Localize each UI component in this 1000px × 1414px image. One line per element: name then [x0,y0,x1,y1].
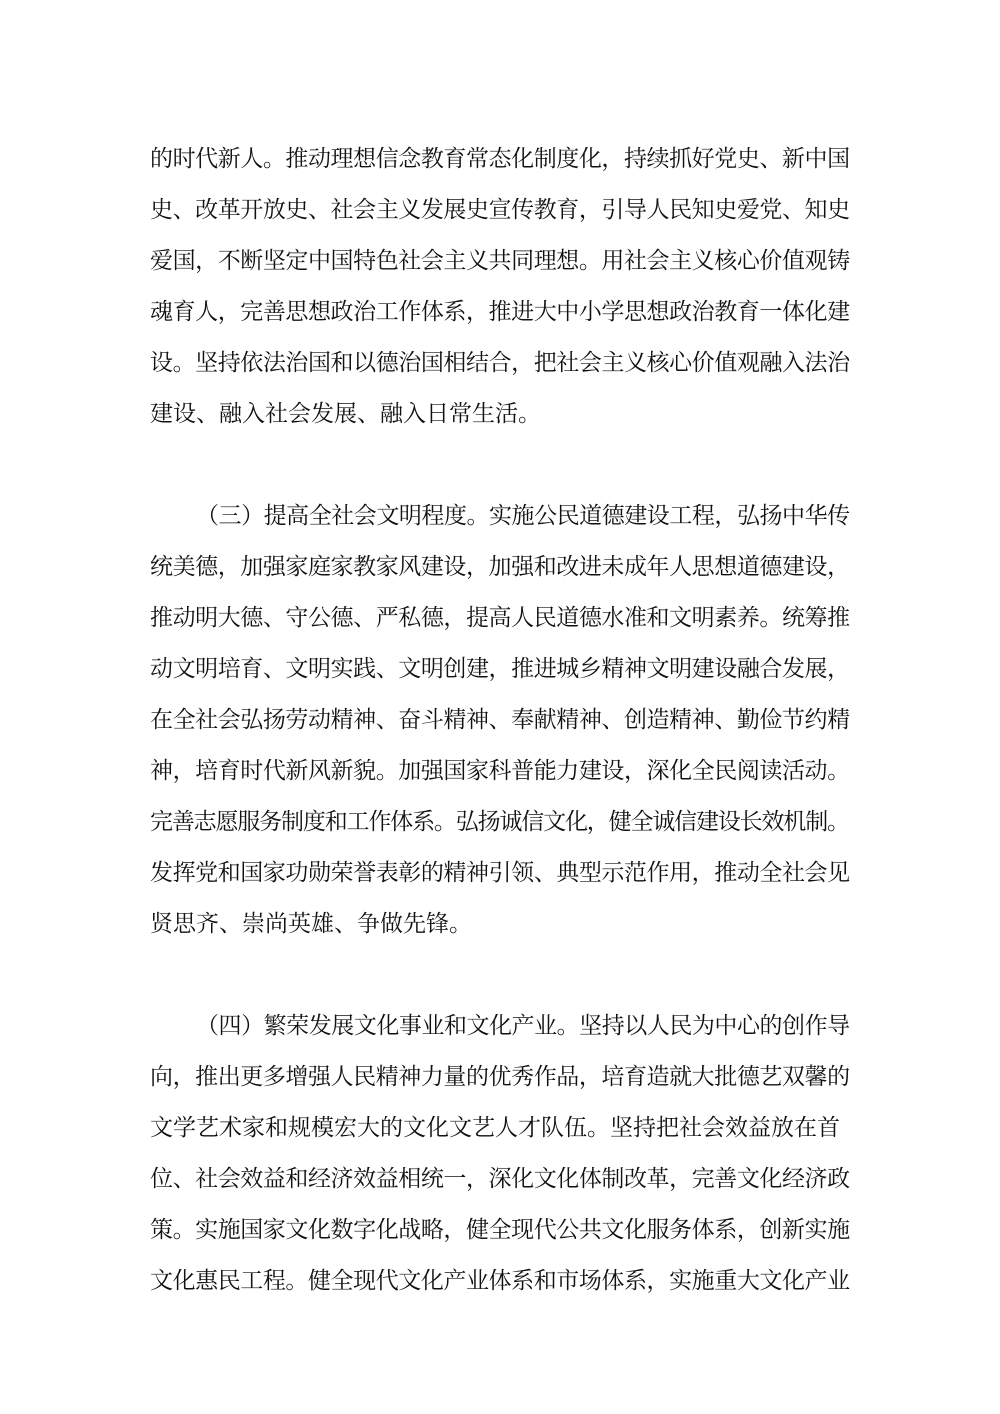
text-line: （四）繁荣发展文化事业和文化产业。坚持以人民为中心的创作导 [196,1013,850,1039]
text-line: 建设、融入社会发展、融入日常生活。 [150,401,541,427]
paragraph-section-three [150,491,850,950]
text-line: 在全社会弘扬劳动精神、奋斗精神、奉献精神、创造精神、勤俭节约精 [150,707,850,733]
text-line: 向，推出更多增强人民精神力量的优秀作品，培育造就大批德艺双馨的 [150,1064,850,1090]
text-line: 推动明大德、守公德、严私德，提高人民道德水准和文明素养。统筹推 [150,605,850,631]
text-line: 完善志愿服务制度和工作体系。弘扬诚信文化，健全诚信建设长效机制。 [150,809,849,835]
text-line: 贤思齐、崇尚英雄、争做先锋。 [150,911,472,937]
paragraph-continuation [150,134,850,440]
text-line: （三）提高全社会文明程度。实施公民道德建设工程，弘扬中华传 [196,503,850,529]
text-line: 文化惠民工程。健全现代文化产业体系和市场体系，实施重大文化产业 [150,1268,850,1294]
paragraph-section-four [150,1001,850,1307]
text-line: 位、社会效益和经济效益相统一，深化文化体制改革，完善文化经济政 [150,1166,850,1192]
document-body [150,134,850,1307]
text-line: 史、改革开放史、社会主义发展史宣传教育，引导人民知史爱党、知史 [150,197,850,223]
text-line: 发挥党和国家功勋荣誉表彰的精神引领、典型示范作用，推动全社会见 [150,860,850,886]
text-line: 策。实施国家文化数字化战略，健全现代公共文化服务体系，创新实施 [150,1217,850,1243]
text-line: 魂育人，完善思想政治工作体系，推进大中小学思想政治教育一体化建 [150,299,850,325]
text-line: 统美德，加强家庭家教家风建设，加强和改进未成年人思想道德建设， [150,554,850,580]
text-line: 设。坚持依法治国和以德治国相结合，把社会主义核心价值观融入法治 [150,350,850,376]
paragraph-spacer [150,440,850,491]
text-line: 动文明培育、文明实践、文明创建，推进城乡精神文明建设融合发展， [150,656,850,682]
text-line: 文学艺术家和规模宏大的文化文艺人才队伍。坚持把社会效益放在首 [150,1115,840,1141]
paragraph-spacer [150,950,850,1001]
text-line: 神，培育时代新风新貌。加强国家科普能力建设，深化全民阅读活动。 [150,758,850,784]
text-line: 的时代新人。推动理想信念教育常态化制度化，持续抓好党史、新中国 [150,146,850,172]
text-line: 爱国，不断坚定中国特色社会主义共同理想。用社会主义核心价值观铸 [150,248,850,274]
